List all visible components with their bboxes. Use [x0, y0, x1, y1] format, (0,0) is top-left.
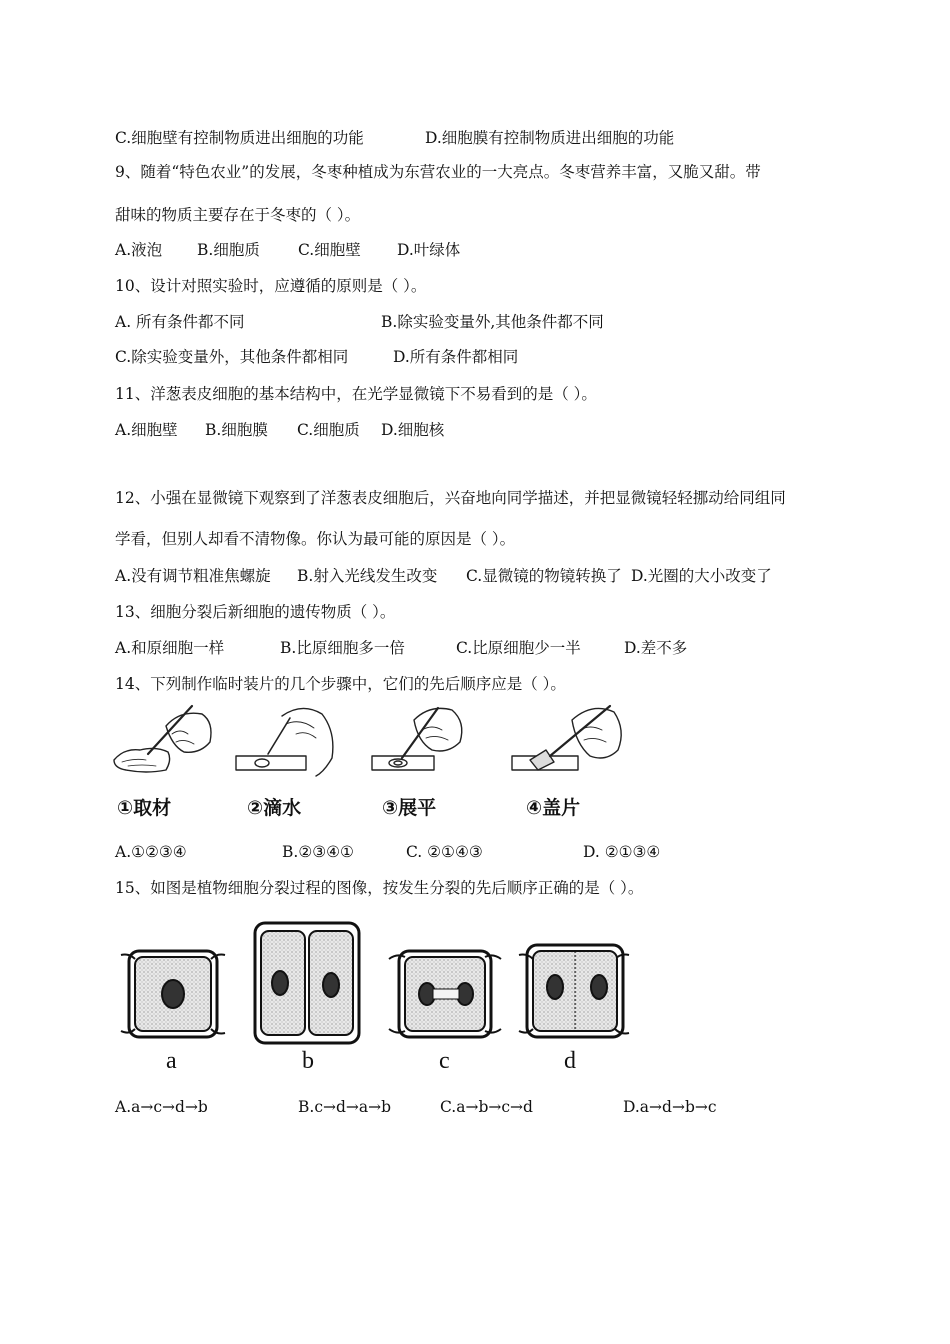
step1-label: ①取材	[117, 797, 172, 819]
q11-option-b: B.细胞膜	[205, 421, 268, 439]
q15-option-d: D.a→d→b→c	[623, 1098, 717, 1116]
q15-stem: 15、如图是植物细胞分裂过程的图像，按发生分裂的先后顺序正确的是（ ）。	[115, 879, 644, 897]
step4-label: ④盖片	[526, 797, 581, 819]
cell-label-a: a	[166, 1048, 177, 1074]
q10-option-a: A. 所有条件都不同	[115, 313, 245, 331]
cell-label-d: d	[564, 1048, 576, 1074]
q12-option-b: B.射入光线发生改变	[297, 567, 438, 585]
q13-option-c: C.比原细胞少一半	[456, 639, 581, 657]
q14-option-d: D. ②①③④	[583, 843, 661, 861]
step4-drawing	[512, 706, 621, 770]
q9-stem-line2: 甜味的物质主要存在于冬枣的（ ）。	[115, 206, 361, 224]
cell-a	[121, 951, 225, 1037]
step2-label: ②滴水	[247, 797, 302, 819]
q15-option-c: C.a→b→c→d	[440, 1098, 533, 1116]
q11-option-a: A.细胞壁	[115, 421, 178, 439]
q13-option-a: A.和原细胞一样	[115, 639, 225, 657]
q8-option-d: D.细胞膜有控制物质进出细胞的功能	[425, 129, 675, 147]
q15-option-b: B.c→d→a→b	[298, 1098, 392, 1116]
cell-d	[519, 945, 629, 1037]
q14-option-b: B.②③④①	[282, 843, 354, 861]
q14-option-a: A.①②③④	[115, 843, 187, 861]
step3-drawing	[372, 708, 462, 770]
q12-option-c: C.显微镜的物镜转换了	[466, 567, 622, 585]
slide-preparation-illustration	[110, 700, 630, 780]
q14-stem: 14、下列制作临时装片的几个步骤中，它们的先后顺序应是（ ）。	[115, 675, 566, 693]
q13-option-b: B.比原细胞多一倍	[280, 639, 405, 657]
q15-option-a: A.a→c→d→b	[115, 1098, 208, 1116]
q11-option-c: C.细胞质	[297, 421, 360, 439]
cell-label-b: b	[302, 1048, 314, 1074]
q9-stem-line1: 9、随着“特色农业”的发展，冬枣种植成为东营农业的一大亮点。冬枣营养丰富，又脆又甜。带	[115, 163, 761, 181]
step2-drawing	[236, 708, 333, 776]
q10-option-c: C.除实验变量外，其他条件都相同	[115, 348, 349, 366]
cell-b	[255, 923, 359, 1043]
q11-stem: 11、洋葱表皮细胞的基本结构中，在光学显微镜下不易看到的是（ ）。	[115, 385, 597, 403]
cell-label-c: c	[439, 1048, 450, 1074]
q10-stem: 10、设计对照实验时，应遵循的原则是（ ）。	[115, 277, 427, 295]
cell-division-illustration	[115, 915, 640, 1045]
q13-stem: 13、细胞分裂后新细胞的遗传物质（ ）。	[115, 603, 396, 621]
q10-option-b: B.除实验变量外,其他条件都不同	[381, 313, 604, 331]
q9-option-d: D.叶绿体	[397, 241, 461, 259]
q14-option-c: C. ②①④③	[406, 843, 483, 861]
q9-option-b: B.细胞质	[197, 241, 260, 259]
cell-c	[389, 951, 501, 1037]
q9-option-c: C.细胞壁	[298, 241, 361, 259]
q12-option-d: D.光圈的大小改变了	[631, 567, 772, 585]
q12-stem-line1: 12、小强在显微镜下观察到了洋葱表皮细胞后，兴奋地向同学描述，并把显微镜轻轻挪动给同组同	[115, 489, 786, 507]
step3-label: ③展平	[382, 797, 437, 819]
q9-option-a: A.液泡	[115, 241, 163, 259]
q13-option-d: D.差不多	[624, 639, 688, 657]
q11-option-d: D.细胞核	[381, 421, 445, 439]
q12-stem-line2: 学看，但别人却看不清物像。你认为最可能的原因是（ ）。	[115, 530, 516, 548]
q10-option-d: D.所有条件都相同	[393, 348, 519, 366]
q12-option-a: A.没有调节粗准焦螺旋	[115, 567, 271, 585]
step1-drawing	[114, 706, 211, 772]
q8-option-c: C.细胞壁有控制物质进出细胞的功能	[115, 129, 364, 147]
